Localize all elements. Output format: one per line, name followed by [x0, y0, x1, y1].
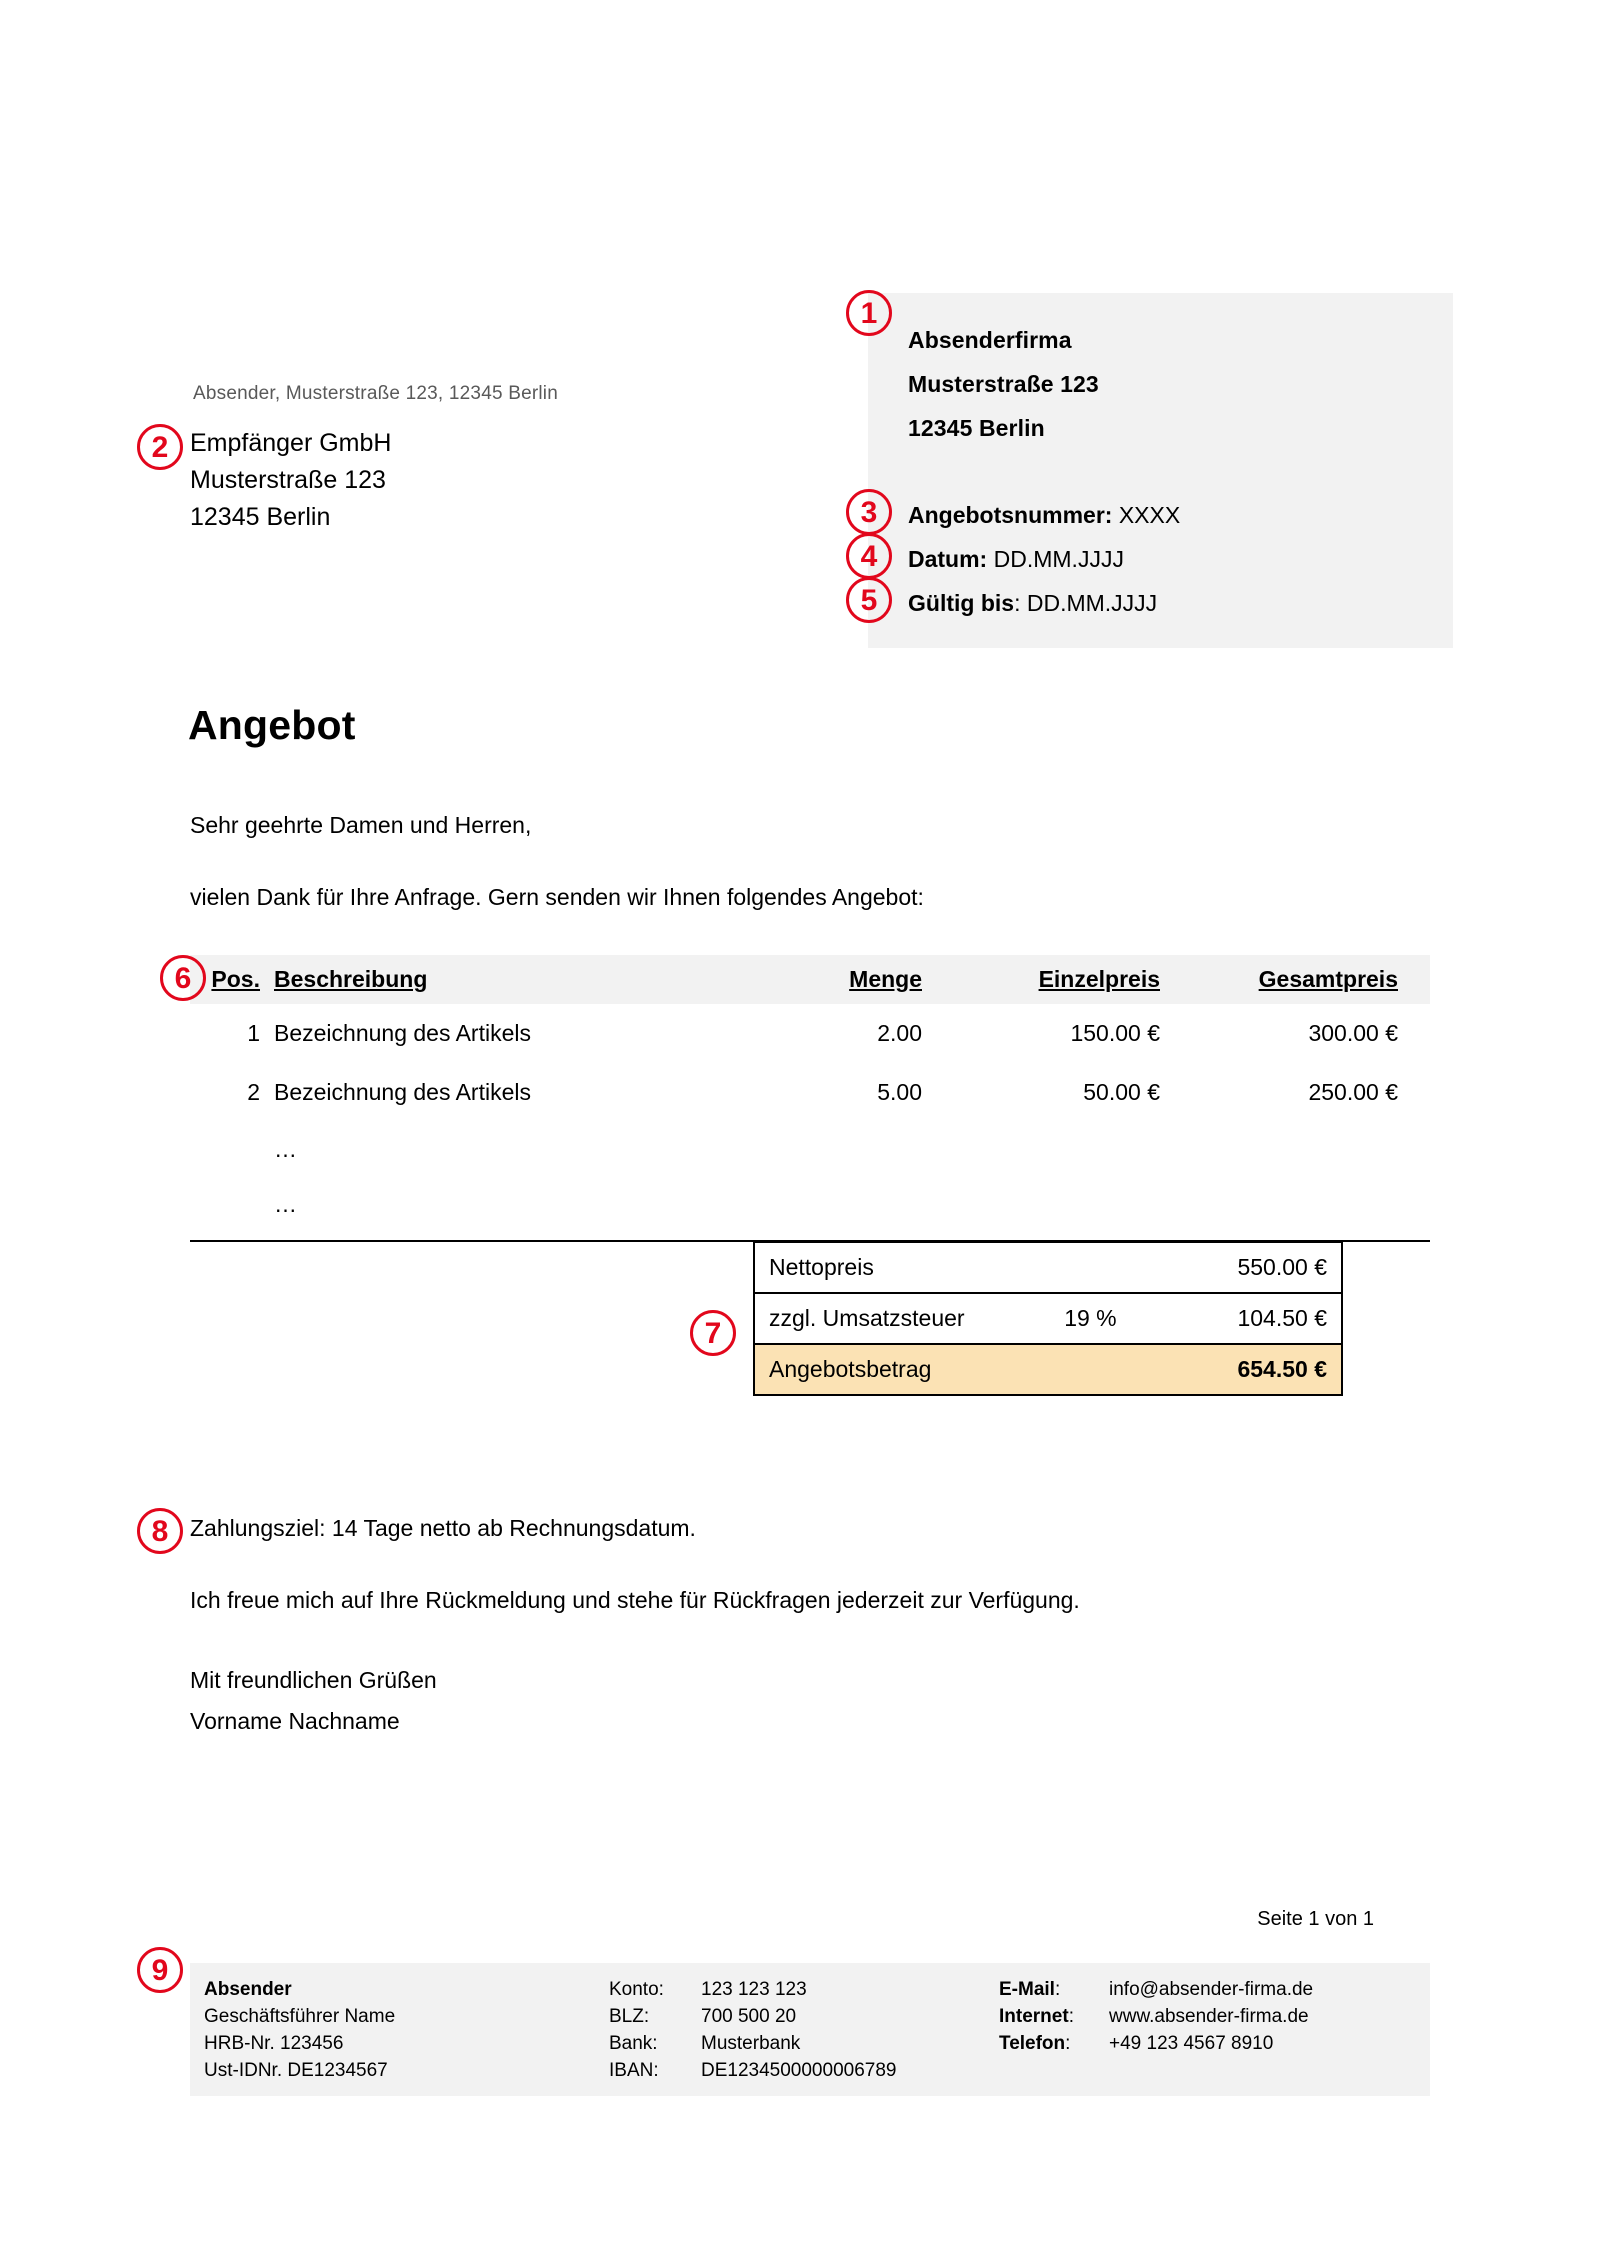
footer-company-name: Absender	[204, 1979, 292, 2000]
totals-table	[753, 1241, 1343, 1396]
totals-row-net	[754, 1242, 1342, 1293]
quote-valid-value: DD.MM.JJJJ	[1026, 590, 1158, 616]
totals-net-label: Nettopreis	[754, 1242, 979, 1293]
totals-grand-value: 654.50 €	[1131, 1344, 1342, 1395]
closing-text: Ich freue mich auf Ihre Rückmeldung und stehe für Rückfragen jederzeit zur Verfügung.	[190, 1587, 1080, 1613]
recipient-city: 12345 Berlin	[190, 503, 331, 531]
footer-bank-label: Bank:	[609, 2033, 658, 2054]
footer-contact-row	[999, 2030, 1429, 2057]
column-header-description: Beschreibung	[274, 966, 428, 992]
footer-bank-value: Musterbank	[701, 2033, 801, 2054]
cell-filler-ellipsis: …	[274, 1136, 297, 1162]
cell-filler-ellipsis: …	[274, 1191, 297, 1217]
quote-valid-label: Gültig bis	[908, 590, 1015, 616]
line-items-header	[190, 955, 1430, 1004]
cell-total-price: 300.00 €	[1308, 1020, 1398, 1046]
cell-pos: 2	[247, 1079, 260, 1105]
annotation-badge-4: 4	[846, 533, 892, 579]
quote-meta-block	[908, 493, 1180, 625]
quote-number-value: XXXX	[1118, 502, 1181, 528]
sender-street: Musterstraße 123	[908, 371, 1099, 397]
column-header-pos: Pos.	[211, 966, 260, 992]
signer-name: Vorname Nachname	[190, 1708, 400, 1734]
cell-quantity: 2.00	[877, 1020, 922, 1046]
totals-row-vat	[754, 1293, 1342, 1344]
annotation-badge-7: 7	[690, 1310, 736, 1356]
footer-column-contact	[999, 1976, 1429, 2096]
footer-content	[190, 1963, 1430, 2096]
footer-contact-row	[999, 2003, 1429, 2030]
annotation-badge-3: 3	[846, 489, 892, 535]
annotation-badge-1: 1	[846, 290, 892, 336]
quote-number-row	[908, 493, 1180, 537]
footer-iban-value: DE1234500000006789	[701, 2060, 897, 2081]
cell-quantity: 5.00	[877, 1079, 922, 1105]
footer-internet-label: Internet:	[999, 2006, 1074, 2027]
totals-net-rate	[979, 1242, 1131, 1293]
recipient-street: Musterstraße 123	[190, 466, 386, 494]
footer-bank-row	[609, 2030, 999, 2057]
cell-filler	[732, 1122, 950, 1177]
column-header-quantity: Menge	[849, 966, 922, 992]
page-number: Seite 1 von 1	[1257, 1908, 1374, 1930]
footer-phone-value: +49 123 4567 8910	[1109, 2033, 1274, 2054]
cell-filler	[1188, 1177, 1430, 1232]
cell-description: Bezeichnung des Artikels	[274, 1020, 531, 1046]
annotation-badge-2: 2	[137, 424, 183, 470]
footer-konto-label: Konto:	[609, 1979, 664, 2000]
intro-text: vielen Dank für Ihre Anfrage. Gern senden wir Ihnen folgendes Angebot:	[190, 884, 924, 910]
footer-email-value[interactable]: info@absender-firma.de	[1109, 1979, 1314, 2000]
table-header-row	[190, 955, 1430, 1004]
cell-total-price: 250.00 €	[1308, 1079, 1398, 1105]
cell-description: Bezeichnung des Artikels	[274, 1079, 531, 1105]
quote-valid-separator: :	[1014, 590, 1021, 616]
signature-block	[190, 1660, 437, 1742]
cell-filler	[190, 1177, 274, 1232]
table-row-filler	[190, 1177, 1430, 1232]
footer-internet-value[interactable]: www.absender-firma.de	[1109, 2006, 1309, 2027]
page-title: Angebot	[188, 702, 356, 748]
footer-blz-label: BLZ:	[609, 2006, 650, 2027]
annotation-badge-6: 6	[160, 955, 206, 1001]
footer-blz-value: 700 500 20	[701, 2006, 797, 2027]
footer-bank-row	[609, 2003, 999, 2030]
sender-company: Absenderfirma	[908, 327, 1072, 353]
quote-valid-row	[908, 581, 1180, 625]
table-row-filler	[190, 1122, 1430, 1177]
regards-text: Mit freundlichen Grüßen	[190, 1667, 437, 1693]
recipient-address-block	[190, 425, 391, 536]
salutation-text: Sehr geehrte Damen und Herren,	[190, 812, 532, 838]
sender-city: 12345 Berlin	[908, 415, 1045, 441]
footer-column-company	[204, 1976, 609, 2096]
totals-net-value: 550.00 €	[1131, 1242, 1342, 1293]
footer-hrb-number: HRB-Nr. 123456	[204, 2033, 344, 2054]
totals-row-grand	[754, 1344, 1342, 1395]
table-row	[190, 1063, 1430, 1122]
cell-unit-price: 50.00 €	[1083, 1079, 1160, 1105]
cell-filler	[190, 1122, 274, 1177]
annotation-badge-8: 8	[137, 1508, 183, 1554]
totals-grand-label: Angebotsbetrag	[754, 1344, 979, 1395]
footer-email-label: E-Mail:	[999, 1979, 1061, 2000]
totals-vat-value: 104.50 €	[1131, 1293, 1342, 1344]
payment-terms-text: Zahlungsziel: 14 Tage netto ab Rechnungsdatum.	[190, 1515, 696, 1541]
footer-contact-row	[999, 1976, 1429, 2003]
cell-filler	[732, 1177, 950, 1232]
footer-phone-label: Telefon:	[999, 2033, 1071, 2054]
line-items-table	[190, 955, 1430, 1232]
sender-address-block	[908, 318, 1099, 450]
footer-konto-value: 123 123 123	[701, 1979, 807, 2000]
totals-grand-rate	[979, 1344, 1131, 1395]
totals-vat-rate: 19 %	[979, 1293, 1131, 1344]
annotation-badge-9: 9	[137, 1947, 183, 1993]
footer-managing-director: Geschäftsführer Name	[204, 2006, 396, 2027]
quote-date-value: DD.MM.JJJJ	[993, 546, 1124, 572]
totals-vat-label: zzgl. Umsatzsteuer	[754, 1293, 979, 1344]
cell-filler	[1188, 1122, 1430, 1177]
quote-date-label: Datum:	[908, 546, 988, 572]
footer-vat-id: Ust-IDNr. DE1234567	[204, 2060, 388, 2081]
footer-column-bank	[609, 1976, 999, 2096]
cell-filler	[950, 1122, 1188, 1177]
recipient-name: Empfänger GmbH	[190, 429, 392, 457]
cell-filler	[950, 1177, 1188, 1232]
line-items-body	[190, 1004, 1430, 1232]
cell-pos: 1	[247, 1020, 260, 1046]
footer-iban-label: IBAN:	[609, 2060, 659, 2081]
return-address-line: Absender, Musterstraße 123, 12345 Berlin	[193, 383, 558, 404]
cell-unit-price: 150.00 €	[1070, 1020, 1160, 1046]
table-row	[190, 1004, 1430, 1063]
footer-bank-row	[609, 1976, 999, 2003]
quote-number-label: Angebotsnummer:	[908, 502, 1113, 528]
annotation-badge-5: 5	[846, 577, 892, 623]
quote-date-row	[908, 537, 1180, 581]
footer-bank-row	[609, 2057, 999, 2084]
column-header-unit-price: Einzelpreis	[1038, 966, 1160, 992]
column-header-total-price: Gesamtpreis	[1258, 966, 1398, 992]
